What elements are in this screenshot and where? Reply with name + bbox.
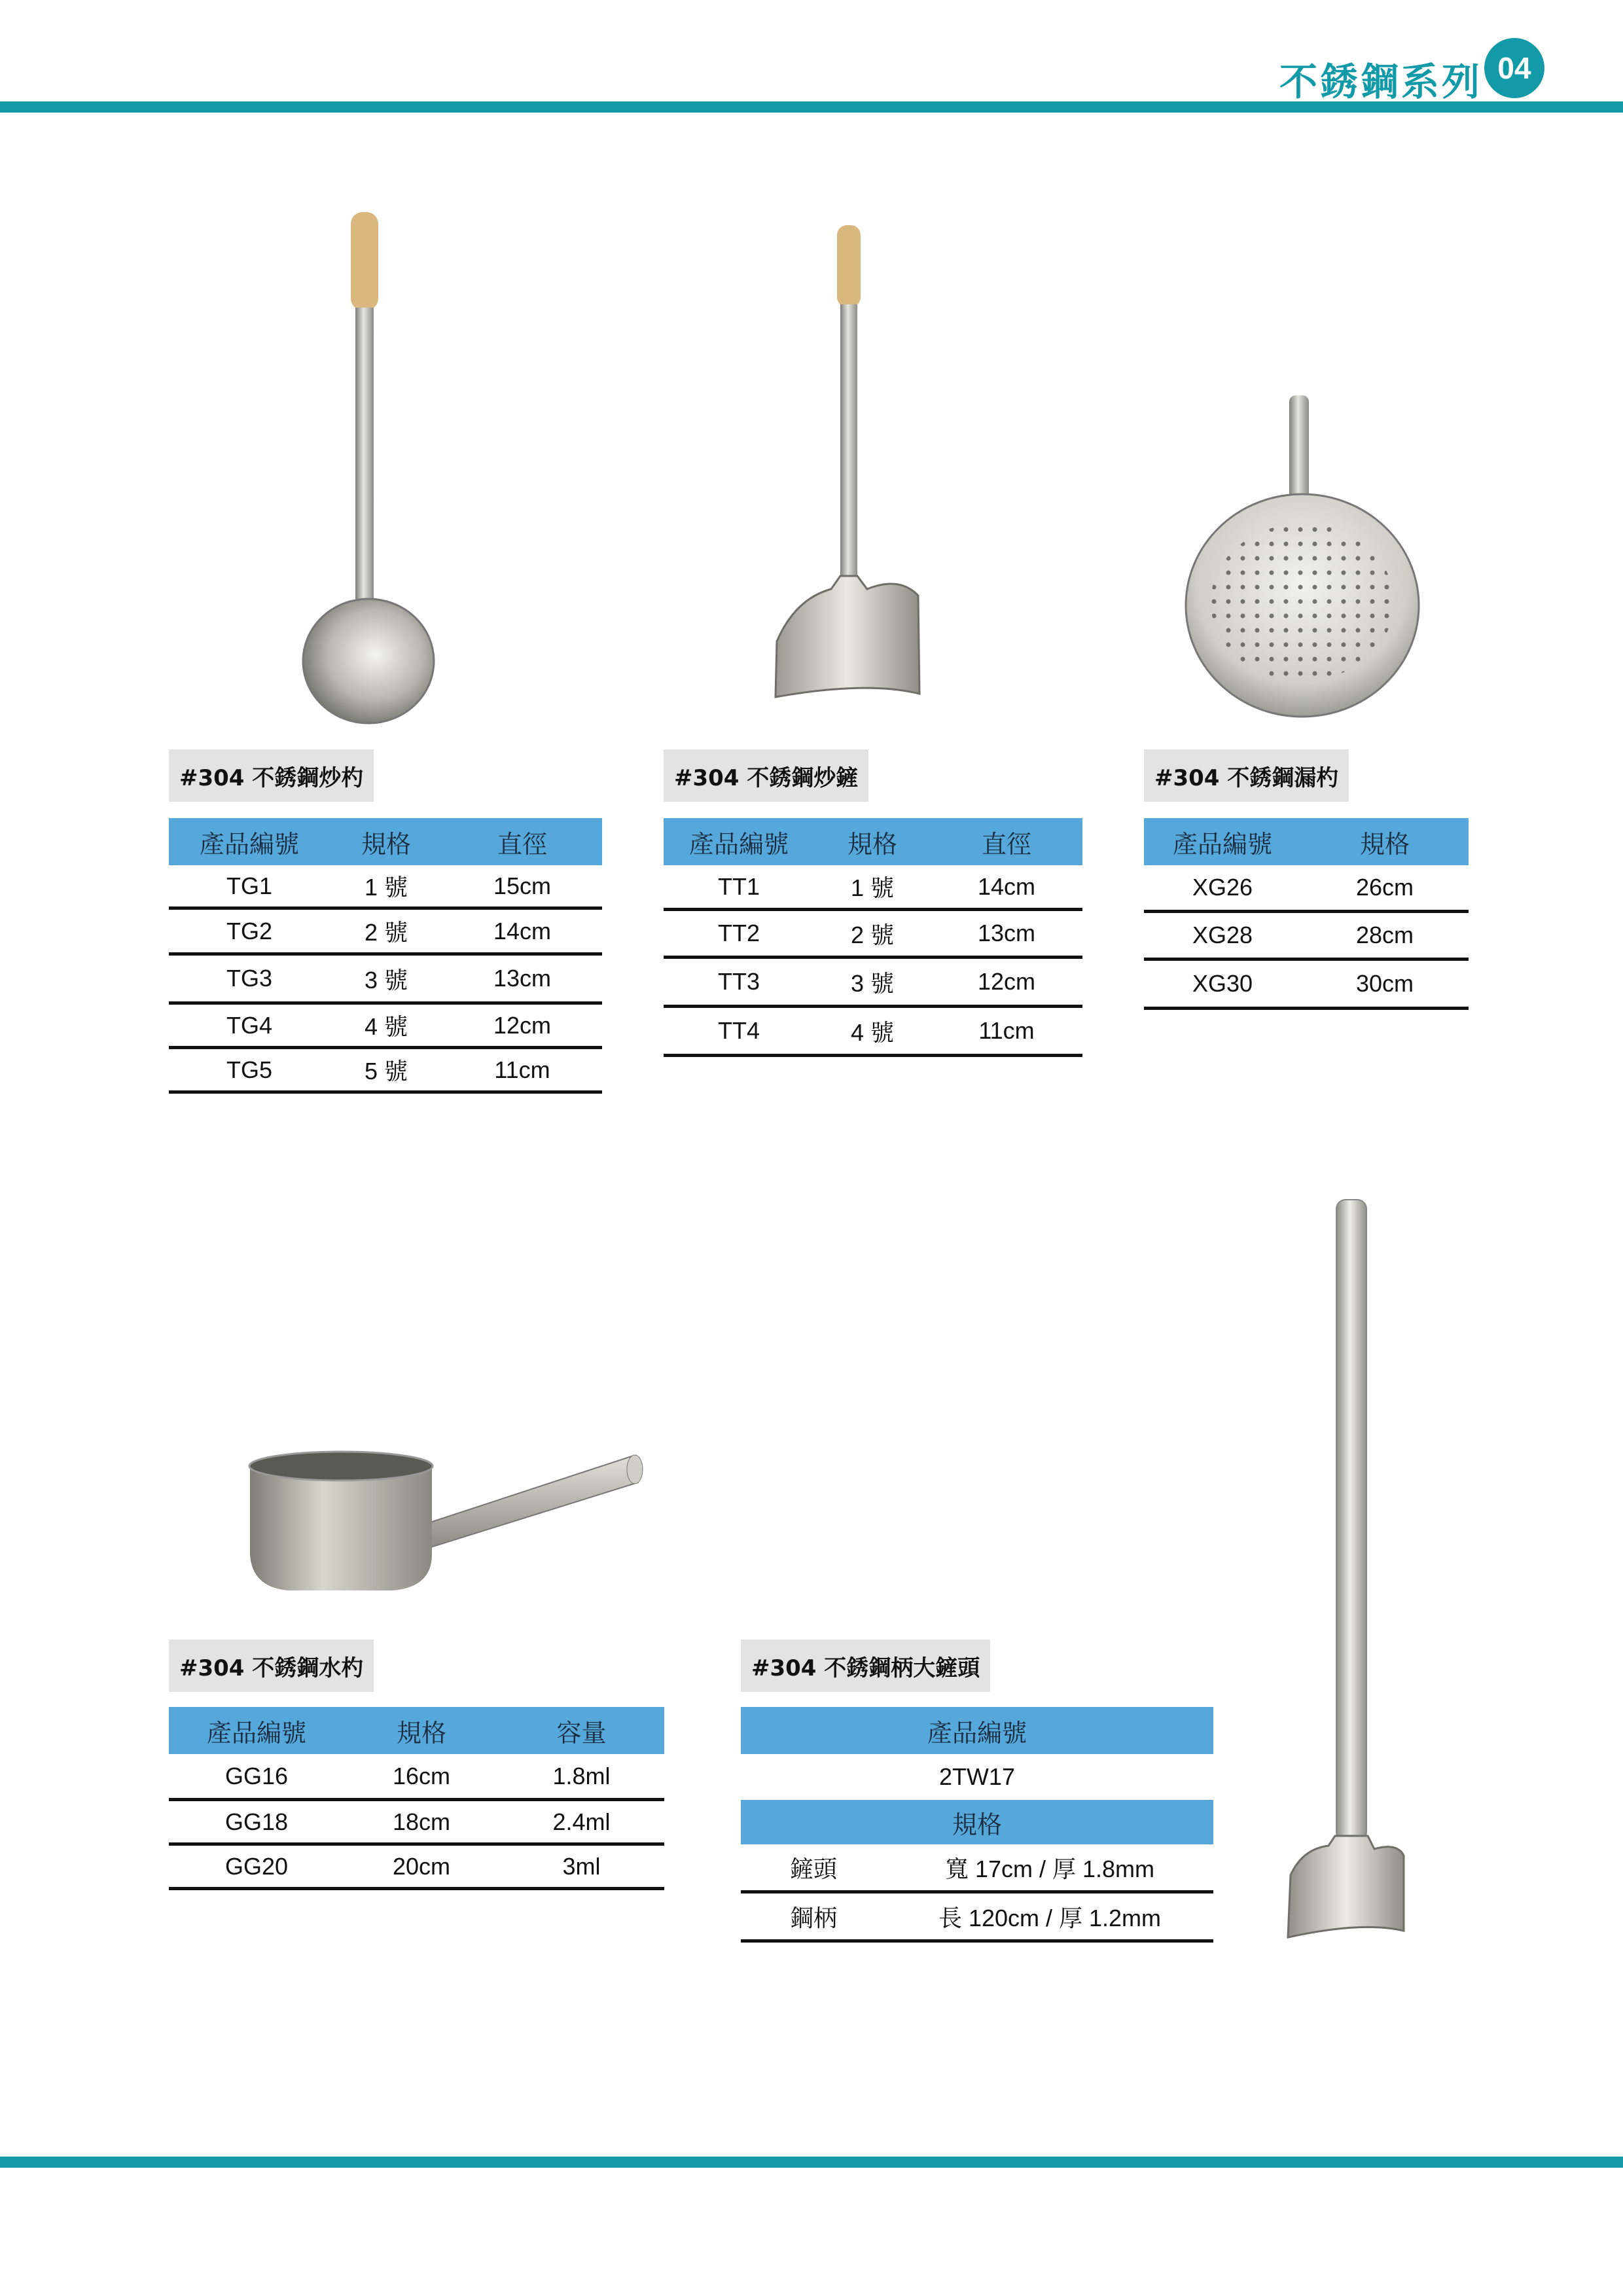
table-row [169,910,602,956]
column-header: 產品編號 [688,829,789,859]
table-header [169,818,602,865]
product-title-skimmer: #304 不銹鋼漏杓 [1144,749,1349,802]
table-row [169,1846,664,1890]
column-header: 規格 [1359,829,1410,859]
table-header [1144,818,1469,865]
table-row [1144,913,1469,961]
table-row [1144,865,1469,913]
series-title: 不銹鋼系列 [1279,60,1483,104]
table-row [1144,961,1469,1010]
cell-code: XG30 [1192,970,1253,997]
cell-code: TG3 [226,965,272,992]
table-row [169,1754,664,1801]
cell-code: TT1 [717,872,760,900]
cell-size: 2 號 [364,919,408,946]
cell-code: 2TW17 [938,1763,1016,1790]
product-title-water-dipper: #304 不銹鋼水杓 [169,1640,374,1692]
code-header [741,1707,1213,1754]
column-header: 產品編號 [206,1718,306,1748]
table-row [664,911,1082,959]
cell-code: GG18 [224,1808,289,1835]
column-header: 規格 [361,829,411,859]
cell-diameter: 14cm [977,872,1036,900]
code-row [741,1754,1213,1800]
table-row [169,1049,602,1094]
cell-code: XG28 [1192,922,1253,948]
cell-spec: 寬 17cm / 厚 1.8mm [944,1855,1155,1882]
cell-size: 30cm [1355,970,1414,997]
column-header: 直徑 [981,829,1031,859]
table-row [169,865,602,910]
column-header: 產品編號 [1172,829,1272,859]
large-shovel-image [1283,1194,1414,1941]
cell-code: GG16 [224,1762,289,1789]
column-header: 產品編號 [199,829,299,859]
spatula-image [769,223,939,707]
cell-code: TG2 [226,917,272,944]
cell-code: GG20 [224,1852,289,1880]
product-title-spatula: #304 不銹鋼炒鏟 [664,749,868,802]
skimmer-image [1178,393,1427,720]
cell-diameter: 13cm [977,920,1036,946]
cell-size: 20cm [392,1852,451,1880]
cell-code: TG4 [226,1011,272,1039]
cell-capacity: 1.8ml [552,1762,611,1789]
spec-table-large-shovel [741,1707,1213,1943]
cell-size: 2 號 [850,921,895,948]
cell-code: TG5 [226,1056,272,1083]
column-header: 產品編號 [927,1718,1027,1748]
spec-table-ladle [169,818,602,1094]
column-header: 直徑 [497,829,547,859]
page-number-badge: 04 [1484,38,1544,98]
table-header [169,1707,664,1754]
cell-diameter: 15cm [493,872,552,899]
table-row [741,1844,1213,1893]
column-header: 容量 [556,1718,607,1748]
spec-table-skimmer [1144,818,1469,1010]
cell-diameter: 12cm [977,968,1036,995]
cell-code: TT2 [717,920,760,946]
cell-diameter: 12cm [493,1011,552,1039]
table-row [169,956,602,1005]
cell-capacity: 2.4ml [552,1808,611,1835]
cell-size: 3 號 [364,966,408,994]
water-dipper-image [242,1433,648,1597]
spec-table-water-dipper [169,1707,664,1890]
cell-size: 4 號 [364,1013,408,1040]
table-row [664,959,1082,1008]
cell-size: 16cm [392,1762,451,1789]
cell-size: 18cm [392,1808,451,1835]
column-header: 規格 [847,829,897,859]
table-row [741,1893,1213,1943]
product-title-ladle: #304 不銹鋼炒杓 [169,749,374,802]
cell-size: 28cm [1355,922,1414,948]
cell-spec: 長 120cm / 厚 1.2mm [938,1904,1162,1931]
cell-size: 26cm [1355,874,1414,901]
cell-code: TG1 [226,872,272,899]
ladle-image [288,209,458,726]
spec-header [741,1800,1213,1844]
table-row [169,1005,602,1049]
cell-part: 鋼柄 [789,1905,837,1932]
cell-diameter: 11cm [494,1056,550,1083]
table-row [169,1801,664,1846]
cell-part: 鏟頭 [789,1856,837,1883]
cell-size: 5 號 [364,1058,408,1085]
cell-size: 3 號 [850,969,895,997]
table-row [664,865,1082,911]
table-header [664,818,1082,865]
cell-diameter: 13cm [493,965,552,992]
cell-size: 1 號 [850,874,895,901]
cell-size: 1 號 [364,874,408,901]
cell-code: TT4 [717,1017,760,1044]
product-title-large-shovel: #304 不銹鋼柄大鏟頭 [741,1640,990,1692]
cell-size: 4 號 [850,1018,895,1046]
column-header: 規格 [396,1718,446,1748]
cell-code: TT3 [717,968,760,995]
cell-code: XG26 [1192,874,1253,901]
column-header: 規格 [952,1810,1002,1839]
cell-diameter: 11cm [978,1017,1035,1044]
spec-table-spatula [664,818,1082,1057]
footer-rule [0,2157,1623,2168]
cell-diameter: 14cm [493,917,552,944]
table-row [664,1008,1082,1057]
cell-capacity: 3ml [562,1852,601,1880]
